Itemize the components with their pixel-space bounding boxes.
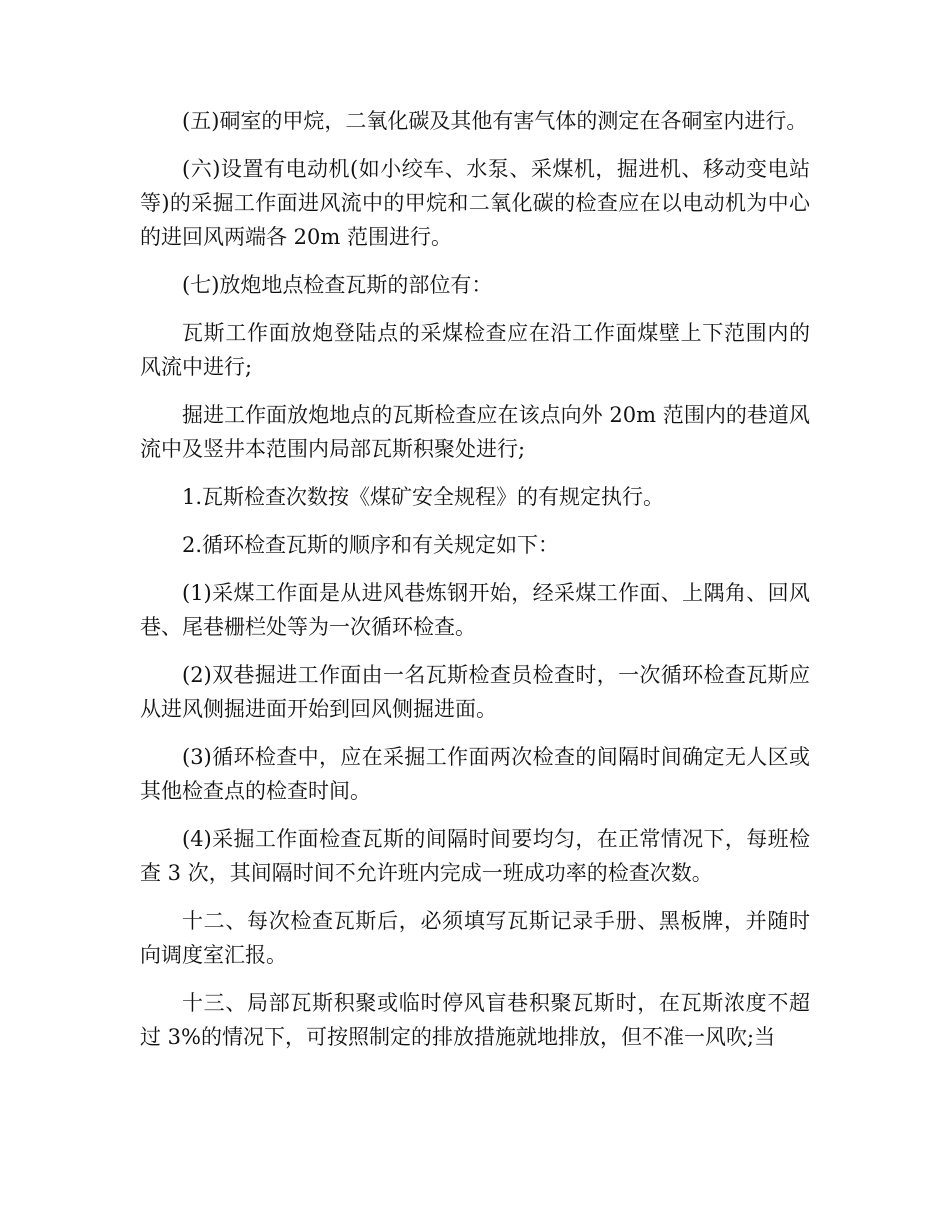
paragraph-sub-4-interval: (4)采掘工作面检查瓦斯的间隔时间要均匀，在正常情况下，每班检查 3 次，其间隔时间不允许班内完成一班成功率的检查次数。 (140, 827, 810, 885)
paragraph-heading-face-blasting: 掘进工作面放炮地点的瓦斯检查应在该点向外 20m 范围内的巷道风流中及竖井本范围内局部瓦斯积聚处进行; (140, 403, 810, 461)
paragraph-item-2-inspection-sequence: 2.循环检查瓦斯的顺序和有关规定如下： (182, 533, 560, 557)
paragraph-sub-2-double-roadway: (2)双巷掘进工作面由一名瓦斯检查员检查时，一次循环检查瓦斯应从进风侧掘进面开始到回风侧掘进面。 (140, 663, 810, 721)
paragraph-13-gas-accumulation: 十三、局部瓦斯积聚或临时停风盲巷积聚瓦斯时，在瓦斯浓度不超过 3%的情况下，可按照制定的排放措施就地排放，但不准一风吹;当 (140, 991, 810, 1049)
document-body (140, 104, 810, 1068)
paragraph-sub-1-coal-face: (1)采煤工作面是从进风巷炼钢开始，经采煤工作面、上隅角、回风巷、尾巷栅栏处等为一次循环检查。 (140, 581, 810, 639)
paragraph-6-motor-face: (六)设置有电动机(如小绞车、水泵、采煤机，掘进机、移动变电站等)的采掘工作面进风流中的甲烷和二氧化碳的检查应在以电动机为中心的进回风两端各 20m 范围进行。 (140, 157, 810, 249)
paragraph-12-record-report: 十二、每次检查瓦斯后，必须填写瓦斯记录手册、黑板牌，并随时向调度室汇报。 (140, 909, 810, 967)
paragraph-sub-3-cycle-check: (3)循环检查中，应在采掘工作面两次检查的间隔时间确定无人区或其他检查点的检查时间。 (140, 745, 810, 803)
paragraph-coal-face-blasting: 瓦斯工作面放炮登陆点的采煤检查应在沿工作面煤壁上下范围内的风流中进行; (140, 321, 810, 379)
paragraph-item-1-inspection-frequency: 1.瓦斯检查次数按《煤矿安全规程》的有规定执行。 (182, 485, 665, 509)
paragraph-7-blasting-points: (七)放炮地点检查瓦斯的部位有： (182, 273, 493, 297)
paragraph-5-chamber-gas: (五)硐室的甲烷，二氧化碳及其他有害气体的测定在各硐室内进行。 (182, 109, 808, 133)
